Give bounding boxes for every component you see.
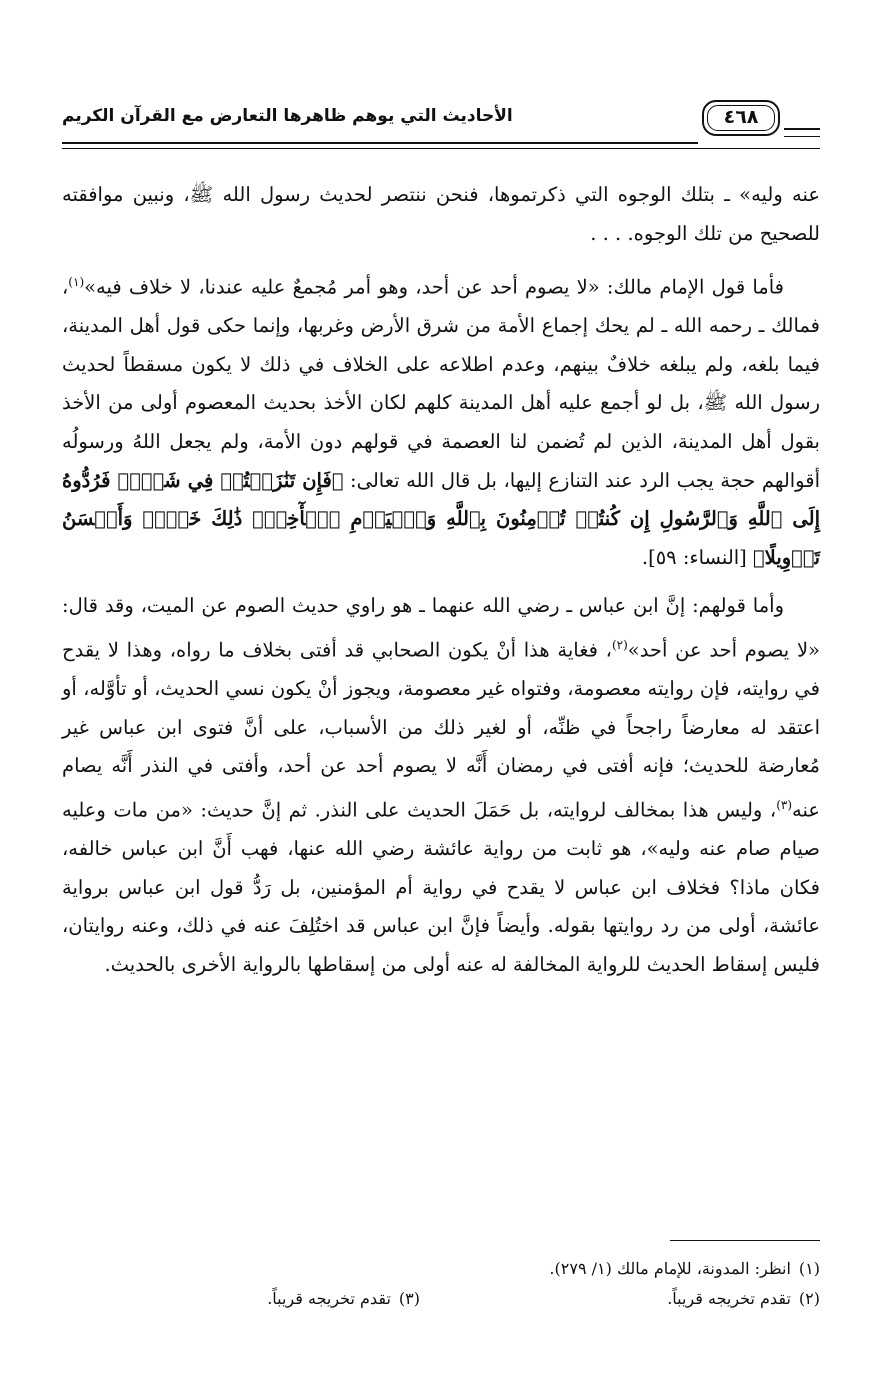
paragraph-3-text: ، فغاية هذا أنْ يكون الصحابي قد أفتى بخلاف ما رواه، وهذا لا يقدح في روايته، فإن روايته معصومة، وفتواه غير معصومة، ويجوز أنْ يكون نسي الحديث، أو تأوَّله، أو اعتقد له معارضاً راجحاً في ظنِّه، أو لغير ذلك من الأسباب، على أنَّ فتوى ابن عباس غير مُعارضة للحديث؛ فإنه أفتى في رمضان أَنَّه لا يصوم أحد عن أحد، وأفتى في النذر أَنَّه يصام عنه (62, 638, 820, 822)
book-page (62, 88, 820, 1348)
footnote-row (62, 1254, 820, 1284)
paragraph-2-text: ، فمالك ـ رحمه الله ـ لم يحك إجماع الأمة من شرق الأرض وغربها، وإنما حكى قول أهل المدينة، فيما بلغه، ولم يبلغه خلافٌ بينهم، وعدم اطلاعه على الخلاف في ذلك لا يكون مسقطاً لحديث رسول الله ﷺ، بل لو أجمع عليه أهل المدينة كلهم لكان الأخذ بحديث المعصوم أولى من الأخذ بقول أهل المدينة، الذين لم تُضمن لنا العصمة في قولهم دون الأمة، ولم يجعل اللهُ ورسولُه أقوالهم حجة يجب الرد عند التنازع إليها، بل قال الله تعالى: (62, 275, 820, 492)
header-rule-thin (62, 148, 820, 149)
paragraph-3 (62, 587, 820, 984)
page-number-frame (702, 100, 780, 136)
paragraph-1 (62, 176, 820, 253)
page-header (62, 88, 820, 154)
footnote-number: (٢) (798, 1289, 820, 1308)
footnote-separator (670, 1240, 820, 1241)
footnote-1 (549, 1254, 820, 1284)
page-number: ٤٦٨ (723, 106, 759, 128)
paragraph-1-text: عنه وليه» ـ بتلك الوجوه التي ذكرتموها، فنحن ننتصر لحديث رسول الله ﷺ، ونبين موافقته للصحيح من تلك الوجوه. . . . (62, 183, 820, 245)
paragraph-3-conclusion: ، وليس هذا بمخالف لروايته، بل حَمَلَ الحديث على النذر. ثم إنَّ حديث: «من مات وعليه صيام صام عنه وليه»، هو ثابت من رواية عائشة رضي الله عنها، فهب أَنَّ ابن عباس خالفه، فكان ماذا؟ فخلاف ابن عباس لا يقدح في رواية أم المؤمنين، بل رَدُّ قول ابن عباس برواية عائشة، أولى من رد روايتها بقوله. وأيضاً فإنَّ ابن عباس قد اختُلِفَ عنه في ذلك، وعنه روايتان، فليس إسقاط الحديث للرواية المخالفة له عنه أولى من إسقاطها بالرواية الأخرى بالحديث. (62, 798, 820, 976)
footnote-text: تقدم تخريجه قريباً. (267, 1289, 391, 1308)
footnote-ref-1[interactable]: (١) (68, 275, 85, 290)
malik-quote: فأما قول الإمام مالك: «لا يصوم أحد عن أحد، وهو أمر مُجمعٌ عليه عندنا، لا خلاف فيه» (84, 275, 784, 299)
running-title: الأحاديث التي يوهم ظاهرها التعارض مع القرآن الكريم (62, 106, 513, 126)
paragraph-2 (62, 263, 820, 577)
ibn-abbas-text: وأما قولهم: إنَّ ابن عباس ـ رضي الله عنهما ـ هو راوي حديث الصوم عن الميت، وقد قال: «لا يصوم أحد عن أحد» (62, 594, 820, 662)
quran-verse: ﴿فَإِن تَنَٰزَعۡتُمۡ فِي شَيۡءٖ فَرُدُّوهُ إِلَى ٱللَّهِ وَٱلرَّسُولِ إِن كُنتُمۡ تُؤۡمِنُونَ بِٱللَّهِ وَٱلۡيَوۡمِ ٱلۡأٓخِرِۚ ذَٰلِكَ خَيۡرٞ وَأَحۡسَنُ تَأۡوِيلًا﴾ (62, 468, 820, 569)
footnote-text: تقدم تخريجه قريباً. (667, 1289, 791, 1308)
footnotes (62, 1254, 820, 1314)
footnote-number: (٣) (398, 1289, 420, 1308)
verse-citation: [النساء: ٥٩]. (641, 545, 753, 569)
footnote-row (62, 1284, 820, 1314)
footnote-3 (267, 1284, 420, 1314)
header-ornament (784, 128, 820, 137)
footnote-text: انظر: المدونة، للإمام مالك (١/ ٢٧٩). (549, 1259, 791, 1278)
footnote-2 (667, 1284, 820, 1314)
body-text (62, 176, 820, 984)
footnote-ref-2[interactable]: (٢) (611, 638, 628, 653)
footnote-ref-3[interactable]: (٣) (776, 797, 793, 812)
footnote-number: (١) (798, 1259, 820, 1278)
